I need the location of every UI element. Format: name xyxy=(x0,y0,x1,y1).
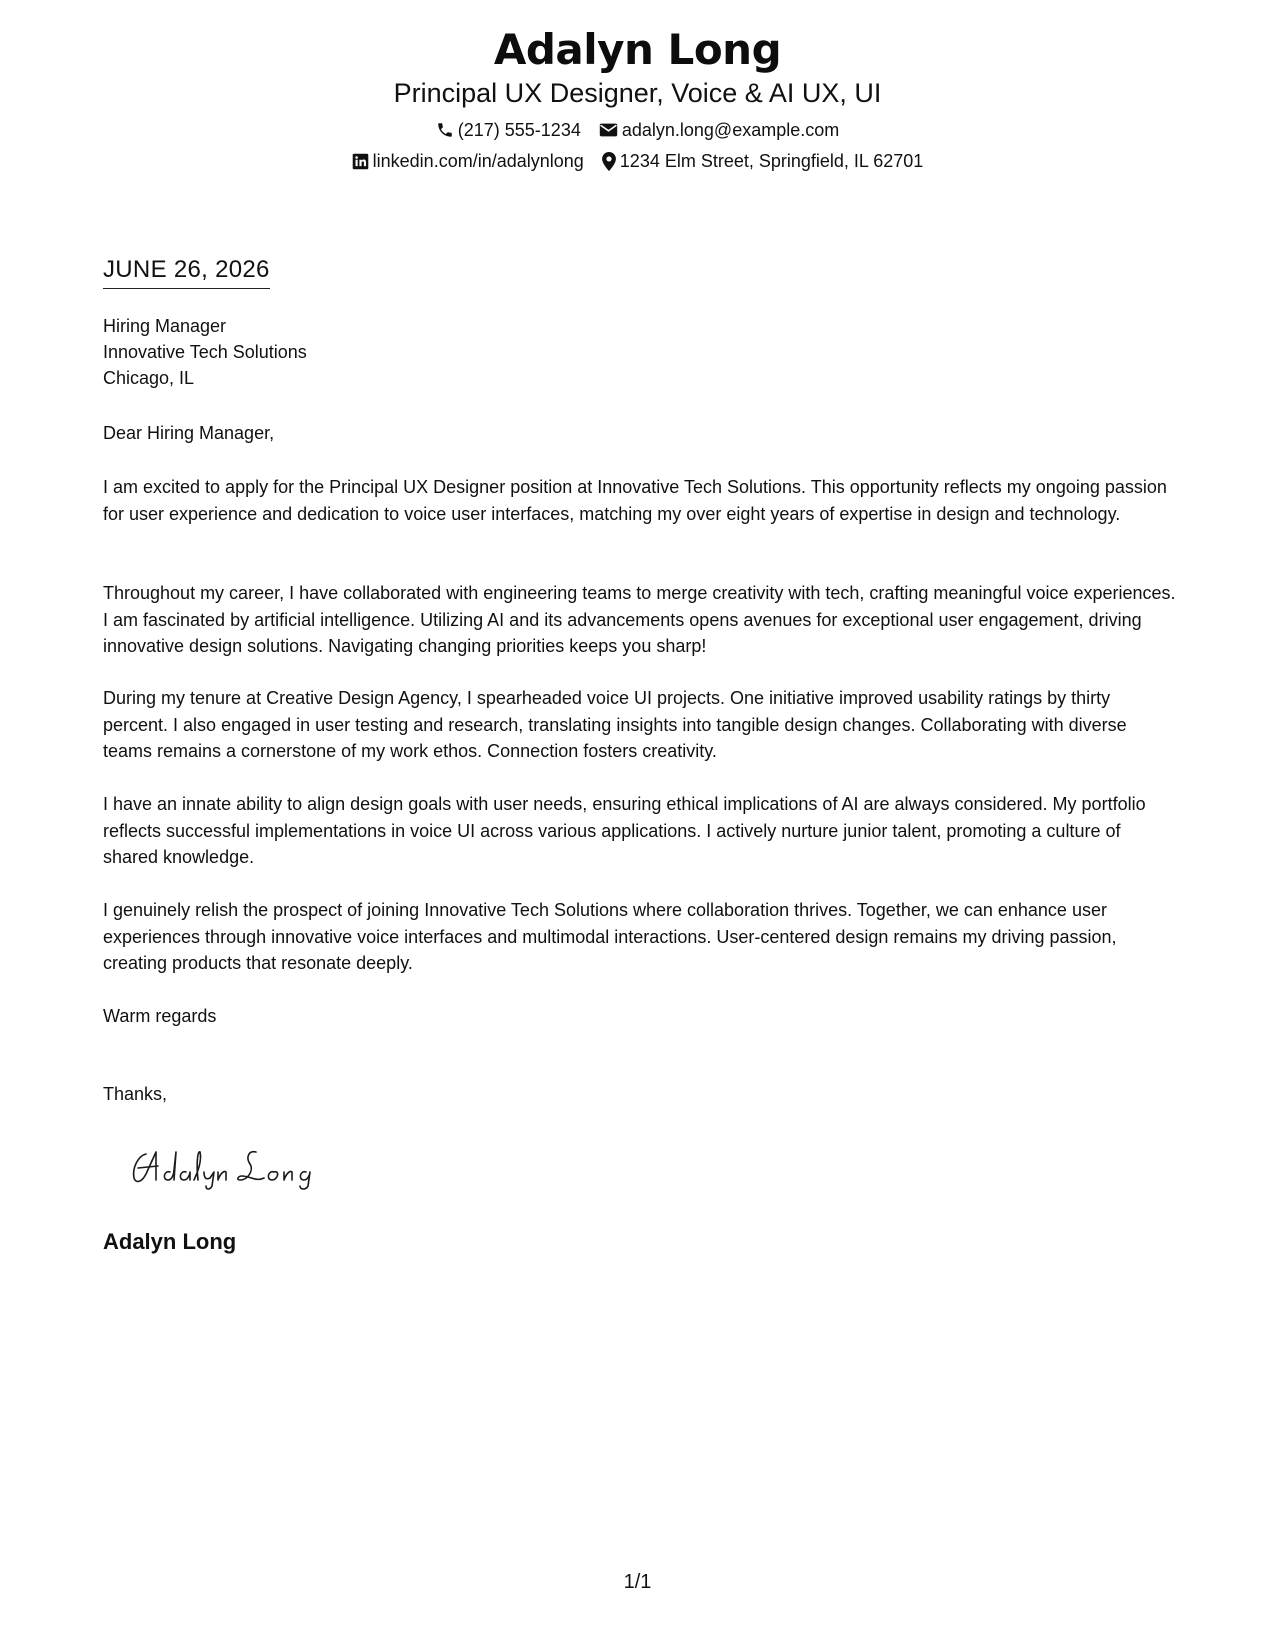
body-paragraph: I have an innate ability to align design goals with user needs, ensuring ethical implications of AI are always considered. My portfolio reflects successful implementations in voice UI across various applications. I actively nurture junior talent, promoting a culture of shared knowledge. xyxy=(103,794,1146,867)
envelope-icon xyxy=(599,122,618,138)
body-paragraph: During my tenure at Creative Design Agency, I spearheaded voice UI projects. One initiative improved usability ratings by thirty percent. I also engaged in user testing and research, translating insights into tangible design changes. Collaborating with diverse teams remains a cornerstone of my work ethos. Connection fosters creativity. xyxy=(103,688,1127,761)
page-number: 1/1 xyxy=(623,1571,652,1593)
handwritten-signature xyxy=(128,1142,338,1197)
recipient-location: Chicago, IL xyxy=(103,368,195,388)
signed-name: Adalyn Long xyxy=(103,1229,237,1254)
recipient-name: Hiring Manager xyxy=(103,316,227,336)
contact-row-primary xyxy=(0,119,1275,141)
salutation: Dear Hiring Manager, xyxy=(103,423,275,443)
thanks-line: Thanks, xyxy=(103,1084,168,1104)
recipient-company: Innovative Tech Solutions xyxy=(103,342,307,362)
contact-row-secondary xyxy=(0,150,1275,172)
phone-icon xyxy=(436,121,454,139)
linkedin-contact[interactable] xyxy=(352,150,584,172)
applicant-name: Adalyn Long xyxy=(493,25,782,74)
recipient-block xyxy=(103,313,307,391)
phone-contact[interactable] xyxy=(436,119,581,141)
linkedin-text: linkedin.com/in/adalynlong xyxy=(372,151,584,171)
email-contact[interactable] xyxy=(599,119,839,141)
body-paragraph: Throughout my career, I have collaborated with engineering teams to merge creativity with tech, crafting meaningful voice experiences. I am fascinated by artificial intelligence. Utilizing AI and its advancements opens avenues for exceptional user engagement, driving innovative design solutions. Navigating changing priorities keeps you sharp! xyxy=(103,583,1176,656)
phone-text: (217) 555-1234 xyxy=(457,120,581,140)
closing-line: Warm regards xyxy=(103,1006,217,1026)
linkedin-icon xyxy=(352,153,369,170)
letter-header xyxy=(0,24,1275,172)
address-text: 1234 Elm Street, Springfield, IL 62701 xyxy=(619,151,924,171)
address-contact xyxy=(602,150,924,172)
letter-date: JUNE 26, 2026 xyxy=(103,255,270,289)
applicant-title: Principal UX Designer, Voice & AI UX, UI xyxy=(393,78,882,108)
body-paragraph: I genuinely relish the prospect of joining Innovative Tech Solutions where collaboration thrives. Together, we can enhance user experiences through innovative voice interfaces and multimodal interactions. User-centered design remains my driving passion, creating products that resonate deeply. xyxy=(103,900,1117,973)
map-marker-icon xyxy=(602,152,616,171)
email-text: adalyn.long@example.com xyxy=(621,120,840,140)
body-paragraph: I am excited to apply for the Principal UX Designer position at Innovative Tech Solutions. This opportunity reflects my ongoing passion for user experience and dedication to voice user interfaces, matching my over eight years of expertise in design and technology. xyxy=(103,477,1167,524)
